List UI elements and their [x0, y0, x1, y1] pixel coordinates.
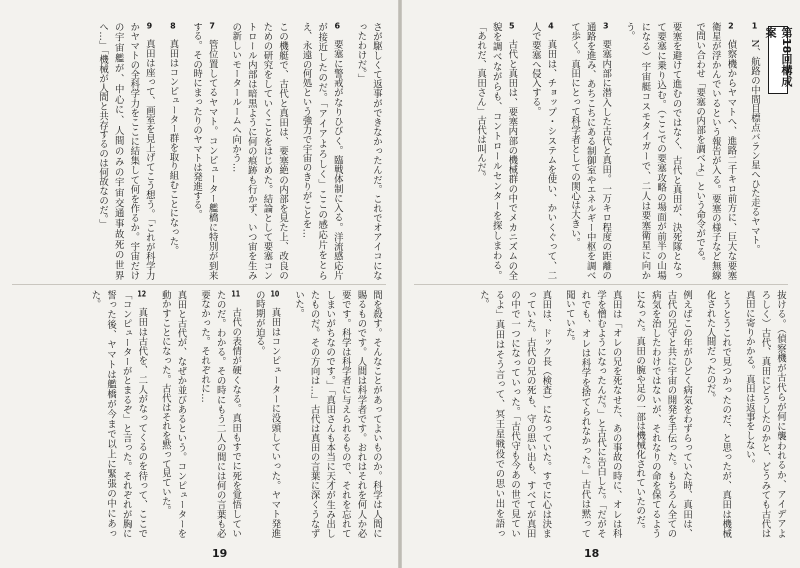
- scene: [624, 22, 682, 280]
- scene: [199, 290, 241, 538]
- scene-text: 例えばこの年がひどく病気をわずらっていた時、真田は、古代の兄守と共に宇宙の開発を手伝った。もちろん全ての病気を治したわけではないが、それなりの命を保てるようになった。真田の腕や足の一部は機械化されていたのだ。: [634, 290, 693, 538]
- scene-number: 10: [270, 290, 280, 298]
- scene: [694, 22, 736, 280]
- scene-number: 6: [334, 22, 341, 30]
- scene: [160, 290, 187, 538]
- scene: [749, 22, 760, 254]
- scene-number: 8: [170, 22, 176, 30]
- right-page-bottom-tier: [416, 290, 788, 538]
- page-number: 19: [212, 547, 228, 560]
- scene-number: 4: [548, 22, 554, 30]
- page-number: 18: [584, 547, 600, 560]
- scene-text: 真田と古代が、なぜか並びあるという。コンピューターを動かすことになった。古代はそれを黙って見ていた。: [159, 290, 187, 538]
- scene-text: 管位置してるヤマト。コンピューター艦橋に特別が到来する。その時にまったりのヤマトは発進する。: [191, 22, 218, 280]
- scene: [478, 290, 551, 538]
- scene: [634, 290, 692, 538]
- left-page: [0, 0, 398, 568]
- scene-text: 真田は、ドック長（検査）になっていた。すでに心は決まっていた。古代の兄の死も、守の思い出も、すべてが真田の中で一つになっていった。「古代守も今あの世で見ているよ」真田はそう言って、冥王星戦役での思い出を語った。: [477, 290, 552, 538]
- scene-text: 古代の表情が硬くなる。真田もすでに死を覚悟していたのだ。わかる。その時にもう二人の間には何の言葉も必要なかった。それぞれに…: [199, 290, 242, 538]
- scene-number: 9: [146, 22, 153, 30]
- scene: [705, 290, 732, 538]
- scene-text: N、航路の中間目標点バラン星へひた走るヤマト。: [749, 39, 760, 255]
- scene-text: 間を殺す。そんなことがあってよいものか。科学は人間に賜るものです。人間は科学者です。おれはそれを何人か必要です。科学は科学者に与えられるもので、それを忘れてしまいがちなのです。」「真田さんも本当に天才が生み出したものだ。その方向は…」古代は真田の言葉に深くうなずいた。: [293, 290, 382, 538]
- scene-text: 抜ける。（偵察機が古代らが何に襲われるか、アイデアよろしく）古代、真田にどうしたのかと、どうみても古代は真田に寄りかかる。真田は返事をしない。: [743, 290, 786, 538]
- scene-number: 11: [231, 290, 241, 298]
- scene: [530, 22, 557, 280]
- scene: [569, 22, 611, 280]
- scene-text: 真田はコンピューター群を取り組むことになった。: [167, 39, 179, 256]
- scene-text: 真田は座って、画室を見上げてこう想う。「これが科学力かヤマトの全科学力をここに結集して何を作るか。宇宙だけの宇宙艦が、中心に、人間のみの宇宙交通事故死の世界へ…」「機械が人間と共存するのは何故なのだ。」: [97, 22, 155, 280]
- scene-number: 5: [508, 22, 515, 30]
- scene: [355, 22, 382, 280]
- tier-divider: [414, 284, 788, 285]
- scene: [90, 290, 148, 538]
- scene-text: とうとうこれで見つかったのだ、と思ったが、真田は機械化された人間だったのだ。: [704, 290, 732, 538]
- right-page-top-tier: [416, 22, 762, 280]
- scene-text: 真田は「オレの兄を死なせた、あの事故の時に、オレは科学を憎むようになったんだ。」と古代に告白した。「だがそれでも、オレは科学を捨てられなかった。」古代は黙って聞いていた。: [563, 290, 622, 538]
- scene-number: 7: [209, 22, 215, 30]
- scene-number: 2: [728, 22, 734, 30]
- scene: [167, 22, 178, 255]
- scene: [191, 22, 218, 280]
- scene-number: 12: [137, 290, 147, 298]
- left-page-bottom-tier: [12, 290, 384, 538]
- scene-text: 要塞内部に潜入した古代と真田。一万キロ程度の距離の通路を進み、あちこちにある制御室やエネルギー中枢を調べて歩く。真田にとって科学者としての関心は大きい。: [569, 22, 612, 280]
- scene-number: 3: [602, 22, 609, 30]
- scene: [564, 290, 622, 538]
- scene-text: さが駆しくて返事ができなかったんだ。これでオアイコになったわけだ。」: [355, 22, 382, 280]
- scene: [97, 22, 155, 280]
- scene: [293, 290, 382, 538]
- scene-text: 要塞を避けて進むのではなく、古代と真田が、決死隊となって要塞に乗り込む。（ここでの要塞攻略の場面が前半の山場になる）宇宙艇コスモタイガーで、二人は要塞衛星に向かう。: [623, 22, 682, 280]
- scene: [230, 22, 288, 280]
- scene-text: 真田は古代を、二人がなってくるのを待って、ここで「コンピューターがとまるぞ」と言った。それぞれが胸に誓った後、ヤマトは艦橋が今まで以上に緊張の中にあった。: [89, 290, 148, 538]
- left-page-top-tier: [12, 22, 384, 280]
- right-page: [402, 0, 800, 568]
- tier-divider: [12, 284, 386, 285]
- scene-text: 偵察機からヤマトへ、進路二千キロ前方に、巨大な要塞衛星が浮かんでいるという報告が入る。要塞の様子など無線で問い合わせ「要塞の内部を調べよ」という命令がでる。: [694, 22, 737, 280]
- section-title: 第18回構成案: [768, 26, 788, 94]
- scene: [475, 22, 517, 280]
- scene: [744, 290, 786, 538]
- scene-text: 真田は、チョップ・システムを使い、かいくぐって、二人で要塞へ侵入する。: [529, 22, 557, 280]
- scene-text: 古代と真田は、要塞内部の機械群の中でメカニズムの全貌を調べながらも、コントロールセンターを探しまわる。「あれだ、真田さん」古代は叫んだ。: [475, 22, 518, 280]
- scene: [254, 290, 281, 538]
- scene: [301, 22, 343, 280]
- scene-text: 要塞に警戒がなりひびく。臨戦体制に入る。洋流感応片が接近したのだ。「アイアよろしく」ここの感応片をとらえ、永遠の何処という強力で宇宙のきりがことを…: [300, 22, 343, 280]
- scene-text: 真田はコンピューターに没頭していった。ヤマト発進の時期が迫る。: [253, 290, 281, 538]
- scene-text: この機艇で、古代と真田は、要塞絶の内部を見た上、改良のための研究をしていくことをはじめた。結論として要塞コントロール内部は暗黒ように何の痕跡も行かず、いつ宙を生みの新しいモータールームへ向かう…: [230, 22, 289, 280]
- scene-number: 1: [751, 22, 758, 30]
